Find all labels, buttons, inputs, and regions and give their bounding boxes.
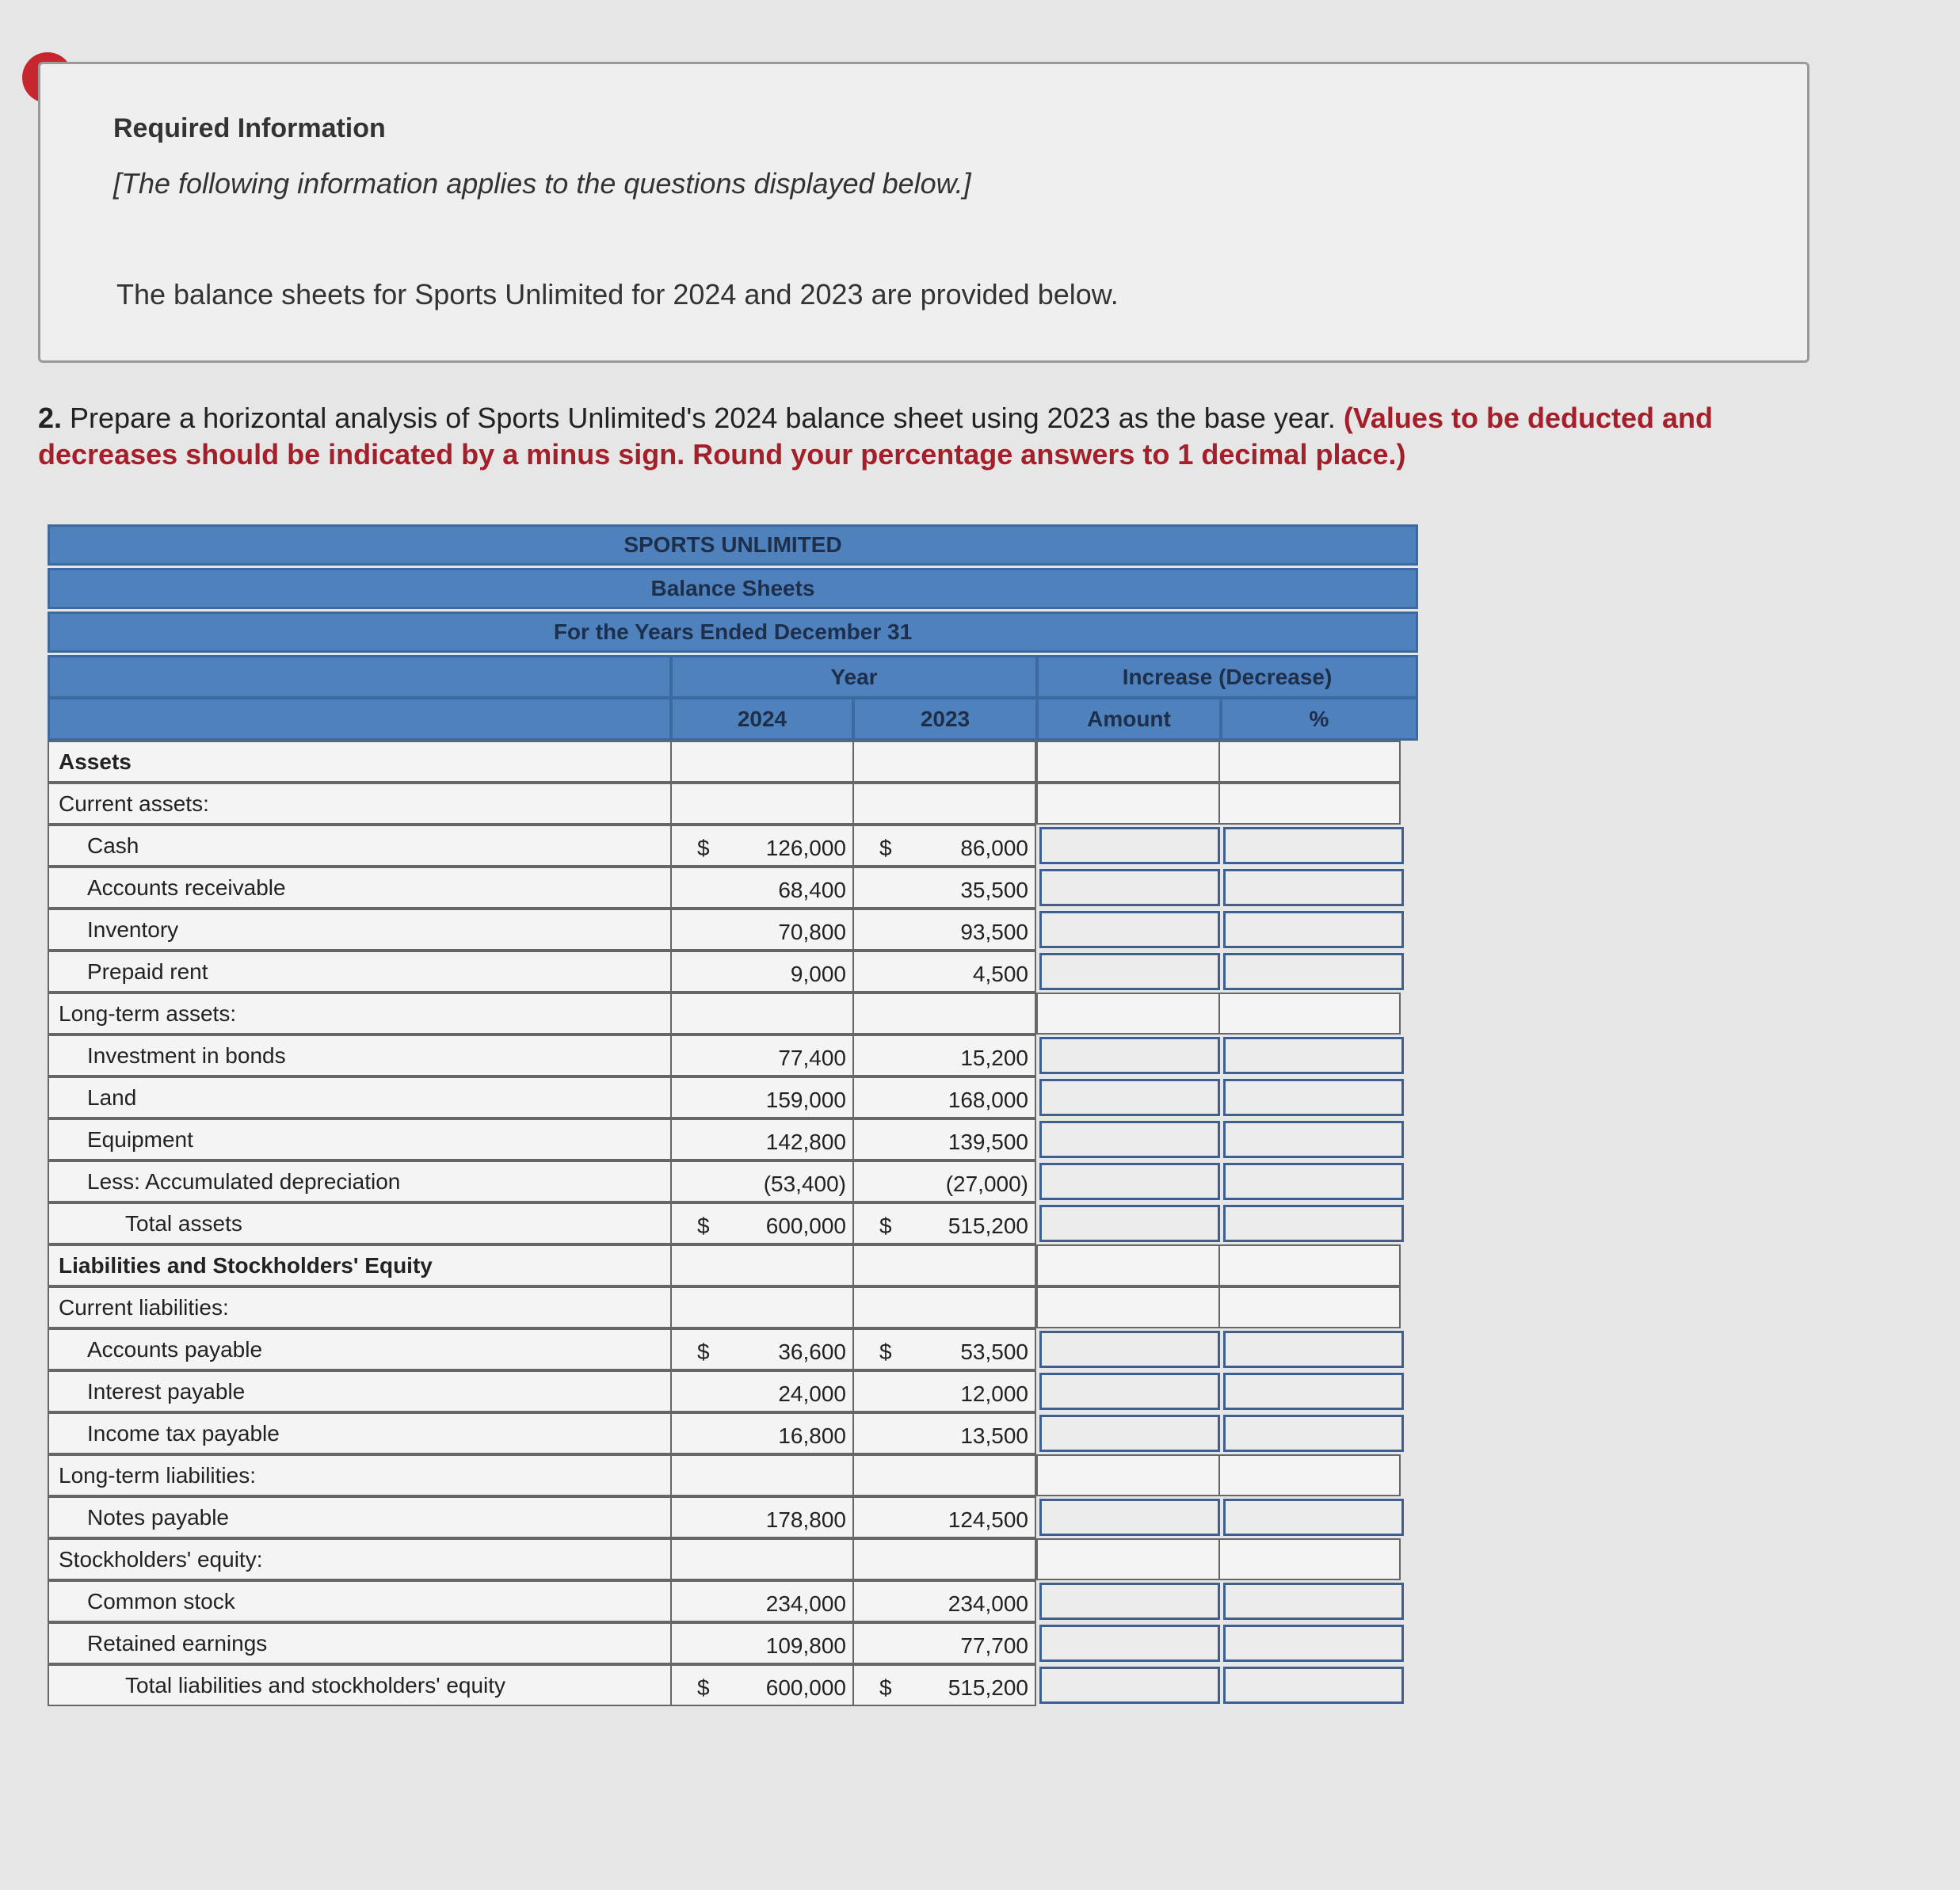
value-2023-cell xyxy=(852,1538,1036,1580)
value-2023: 53,500 xyxy=(960,1339,1028,1364)
value-2023-cell xyxy=(852,1202,1036,1244)
percent-input[interactable] xyxy=(1223,1583,1404,1620)
value-2023-cell xyxy=(852,1244,1036,1286)
row-label: Land xyxy=(48,1076,672,1118)
question-prompt xyxy=(38,400,1813,473)
table-row xyxy=(48,1496,1418,1538)
table-row xyxy=(48,1664,1418,1706)
row-label: Accounts payable xyxy=(48,1328,672,1370)
value-2023: 93,500 xyxy=(960,920,1028,944)
table-row xyxy=(48,1035,1418,1076)
value-2023-cell xyxy=(852,1328,1036,1370)
percent-blank-cell xyxy=(1218,1538,1401,1580)
value-2023: 12,000 xyxy=(960,1381,1028,1406)
percent-input[interactable] xyxy=(1223,953,1404,990)
value-2023: 124,500 xyxy=(948,1507,1028,1532)
percent-input[interactable] xyxy=(1223,1625,1404,1662)
amount-input[interactable] xyxy=(1039,911,1220,948)
amount-input[interactable] xyxy=(1039,1625,1220,1662)
row-label: Income tax payable xyxy=(48,1412,672,1454)
table-row xyxy=(48,1412,1418,1454)
percent-input[interactable] xyxy=(1223,1121,1404,1158)
change-header-label: Increase (Decrease) xyxy=(1122,664,1333,689)
table-row xyxy=(48,1160,1418,1202)
amount-input[interactable] xyxy=(1039,1373,1220,1410)
value-2023-cell xyxy=(852,741,1036,783)
dollar-sign: $ xyxy=(879,1339,892,1364)
value-2023-cell xyxy=(852,867,1036,909)
percent-input[interactable] xyxy=(1223,1079,1404,1116)
value-2024-cell xyxy=(670,1076,854,1118)
table-row xyxy=(48,1076,1418,1118)
amount-input[interactable] xyxy=(1039,953,1220,990)
value-2024-cell xyxy=(670,1370,854,1412)
value-2024-cell xyxy=(670,867,854,909)
value-2024-cell xyxy=(670,825,854,867)
value-2023-cell xyxy=(852,993,1036,1035)
statement-period: For the Years Ended December 31 xyxy=(553,619,913,644)
amount-blank-cell xyxy=(1036,1244,1220,1286)
value-2023-cell xyxy=(852,1370,1036,1412)
value-2023: 15,200 xyxy=(960,1046,1028,1070)
row-label: Stockholders' equity: xyxy=(48,1538,672,1580)
value-2024: 109,800 xyxy=(765,1633,846,1658)
value-2024: 142,800 xyxy=(765,1130,846,1154)
value-2023-cell xyxy=(852,1454,1036,1496)
value-2023: 515,200 xyxy=(948,1675,1028,1700)
col-amount-label: Amount xyxy=(1087,706,1171,731)
amount-blank-cell xyxy=(1036,1538,1220,1580)
value-2024-cell xyxy=(670,1412,854,1454)
value-2024-cell xyxy=(670,909,854,951)
value-2023-cell xyxy=(852,1286,1036,1328)
value-2023: 13,500 xyxy=(960,1423,1028,1448)
question-number: 2. xyxy=(38,402,63,434)
table-row xyxy=(48,1286,1418,1328)
table-row xyxy=(48,867,1418,909)
table-row xyxy=(48,1580,1418,1622)
amount-input[interactable] xyxy=(1039,869,1220,906)
value-2024-cell xyxy=(670,1496,854,1538)
percent-blank-cell xyxy=(1218,1244,1401,1286)
value-2024-cell xyxy=(670,951,854,993)
value-2024-cell xyxy=(670,1035,854,1076)
dollar-sign: $ xyxy=(879,1675,892,1700)
table-row xyxy=(48,1202,1418,1244)
value-2024: 24,000 xyxy=(778,1381,846,1406)
value-2023-cell xyxy=(852,1622,1036,1664)
percent-input[interactable] xyxy=(1223,1163,1404,1200)
table-row xyxy=(48,1622,1418,1664)
value-2024-cell xyxy=(670,741,854,783)
dollar-sign: $ xyxy=(879,1214,892,1238)
row-label: Total liabilities and stockholders' equity xyxy=(48,1664,672,1706)
value-2023-cell xyxy=(852,1076,1036,1118)
percent-input[interactable] xyxy=(1223,1331,1404,1368)
percent-input[interactable] xyxy=(1223,1037,1404,1074)
percent-input[interactable] xyxy=(1223,827,1404,864)
table-row xyxy=(48,909,1418,951)
value-2024-cell xyxy=(670,783,854,825)
percent-input[interactable] xyxy=(1223,911,1404,948)
question-instruction: (Values to be deducted and decreases should be indicated by a minus sign. Round your percentage answers to 1 decimal place.) xyxy=(38,402,1713,471)
percent-input[interactable] xyxy=(1223,1205,1404,1242)
col-pct-header xyxy=(1220,697,1418,741)
percent-input[interactable] xyxy=(1223,1667,1404,1704)
row-label: Notes payable xyxy=(48,1496,672,1538)
row-label: Assets xyxy=(48,741,672,783)
amount-blank-cell xyxy=(1036,741,1220,783)
value-2024: 600,000 xyxy=(765,1675,846,1700)
balance-sheet-table xyxy=(48,524,1418,1708)
value-2023-cell xyxy=(852,1664,1036,1706)
value-2024: 600,000 xyxy=(765,1214,846,1238)
col-2023-header xyxy=(852,697,1038,741)
label-header-blank xyxy=(48,655,672,699)
table-row xyxy=(48,951,1418,993)
amount-blank-cell xyxy=(1036,1454,1220,1496)
value-2024-cell xyxy=(670,1622,854,1664)
row-label: Total assets xyxy=(48,1202,672,1244)
year-header-label: Year xyxy=(830,664,878,689)
value-2024-cell xyxy=(670,1454,854,1496)
table-row xyxy=(48,1244,1418,1286)
value-2023-cell xyxy=(852,1160,1036,1202)
amount-blank-cell xyxy=(1036,783,1220,825)
amount-input[interactable] xyxy=(1039,1079,1220,1116)
company-name: SPORTS UNLIMITED xyxy=(623,532,842,557)
amount-input[interactable] xyxy=(1039,1667,1220,1704)
amount-input[interactable] xyxy=(1039,1121,1220,1158)
value-2024-cell xyxy=(670,1328,854,1370)
change-header xyxy=(1036,655,1418,699)
value-2024: 159,000 xyxy=(765,1088,846,1112)
percent-blank-cell xyxy=(1218,1454,1401,1496)
value-2024: (53,400) xyxy=(763,1172,846,1196)
value-2024-cell xyxy=(670,1244,854,1286)
value-2023-cell xyxy=(852,1035,1036,1076)
table-row xyxy=(48,825,1418,867)
value-2024: 70,800 xyxy=(778,920,846,944)
value-2023-cell xyxy=(852,909,1036,951)
row-label: Inventory xyxy=(48,909,672,951)
label-header-blank-2 xyxy=(48,697,672,741)
row-label: Retained earnings xyxy=(48,1622,672,1664)
value-2024: 9,000 xyxy=(790,962,846,986)
amount-input[interactable] xyxy=(1039,1205,1220,1242)
statement-title: Balance Sheets xyxy=(650,576,815,600)
percent-input[interactable] xyxy=(1223,1415,1404,1452)
table-row xyxy=(48,1370,1418,1412)
table-row xyxy=(48,1328,1418,1370)
value-2023: (27,000) xyxy=(945,1172,1028,1196)
percent-blank-cell xyxy=(1218,741,1401,783)
col-pct-label: % xyxy=(1309,706,1329,731)
value-2024: 16,800 xyxy=(778,1423,846,1448)
dollar-sign: $ xyxy=(879,836,892,860)
amount-input[interactable] xyxy=(1039,1331,1220,1368)
percent-blank-cell xyxy=(1218,783,1401,825)
value-2023: 77,700 xyxy=(960,1633,1028,1658)
col-amount-header xyxy=(1036,697,1222,741)
value-2024-cell xyxy=(670,1202,854,1244)
required-information-box xyxy=(38,62,1809,363)
value-2024: 36,600 xyxy=(778,1339,846,1364)
value-2023: 139,500 xyxy=(948,1130,1028,1154)
value-2023-cell xyxy=(852,825,1036,867)
table-row xyxy=(48,1454,1418,1496)
amount-input[interactable] xyxy=(1039,1415,1220,1452)
value-2024-cell xyxy=(670,1664,854,1706)
percent-input[interactable] xyxy=(1223,1499,1404,1536)
value-2024: 126,000 xyxy=(765,836,846,860)
row-label: Interest payable xyxy=(48,1370,672,1412)
amount-input[interactable] xyxy=(1039,827,1220,864)
value-2023-cell xyxy=(852,1496,1036,1538)
row-label: Accounts receivable xyxy=(48,867,672,909)
value-2024-cell xyxy=(670,1118,854,1160)
row-label: Current liabilities: xyxy=(48,1286,672,1328)
col-2023-label: 2023 xyxy=(920,706,970,731)
value-2023: 4,500 xyxy=(972,962,1028,986)
amount-blank-cell xyxy=(1036,1286,1220,1328)
value-2023: 234,000 xyxy=(948,1591,1028,1616)
value-2024: 68,400 xyxy=(778,878,846,902)
percent-blank-cell xyxy=(1218,1286,1401,1328)
percent-input[interactable] xyxy=(1223,1373,1404,1410)
company-header xyxy=(48,524,1418,566)
table-row xyxy=(48,1118,1418,1160)
value-2023-cell xyxy=(852,1118,1036,1160)
value-2024-cell xyxy=(670,1286,854,1328)
col-2024-header xyxy=(670,697,854,741)
value-2023: 168,000 xyxy=(948,1088,1028,1112)
table-row xyxy=(48,993,1418,1035)
value-2024-cell xyxy=(670,1580,854,1622)
col-2024-label: 2024 xyxy=(737,706,787,731)
percent-input[interactable] xyxy=(1223,869,1404,906)
value-2023: 86,000 xyxy=(960,836,1028,860)
dollar-sign: $ xyxy=(697,836,710,860)
statement-title-header xyxy=(48,568,1418,609)
year-header xyxy=(670,655,1038,699)
dollar-sign: $ xyxy=(697,1675,710,1700)
period-header xyxy=(48,612,1418,653)
table-row xyxy=(48,741,1418,783)
row-label: Investment in bonds xyxy=(48,1035,672,1076)
value-2023: 35,500 xyxy=(960,878,1028,902)
value-2024: 234,000 xyxy=(765,1591,846,1616)
value-2024: 178,800 xyxy=(765,1507,846,1532)
row-label: Equipment xyxy=(48,1118,672,1160)
row-label: Long-term assets: xyxy=(48,993,672,1035)
question-text: Prepare a horizontal analysis of Sports Unlimited's 2024 balance sheet using 2023 as the base year. xyxy=(62,402,1344,434)
value-2023-cell xyxy=(852,1580,1036,1622)
amount-input[interactable] xyxy=(1039,1163,1220,1200)
value-2023-cell xyxy=(852,951,1036,993)
percent-blank-cell xyxy=(1218,993,1401,1035)
table-row xyxy=(48,783,1418,825)
info-text: The balance sheets for Sports Unlimited for 2024 and 2023 are provided below. xyxy=(116,278,1119,311)
value-2023-cell xyxy=(852,783,1036,825)
value-2024-cell xyxy=(670,993,854,1035)
amount-blank-cell xyxy=(1036,993,1220,1035)
value-2023: 515,200 xyxy=(948,1214,1028,1238)
amount-input[interactable] xyxy=(1039,1499,1220,1536)
table-row xyxy=(48,1538,1418,1580)
info-subtitle: [The following information applies to the questions displayed below.] xyxy=(113,167,971,200)
dollar-sign: $ xyxy=(697,1339,710,1364)
row-label: Prepaid rent xyxy=(48,951,672,993)
row-label: Cash xyxy=(48,825,672,867)
row-label: Current assets: xyxy=(48,783,672,825)
value-2023-cell xyxy=(852,1412,1036,1454)
value-2024-cell xyxy=(670,1538,854,1580)
row-label: Liabilities and Stockholders' Equity xyxy=(48,1244,672,1286)
value-2024-cell xyxy=(670,1160,854,1202)
amount-input[interactable] xyxy=(1039,1583,1220,1620)
row-label: Common stock xyxy=(48,1580,672,1622)
row-label: Less: Accumulated depreciation xyxy=(48,1160,672,1202)
info-title: Required Information xyxy=(113,113,386,143)
row-label: Long-term liabilities: xyxy=(48,1454,672,1496)
amount-input[interactable] xyxy=(1039,1037,1220,1074)
value-2024: 77,400 xyxy=(778,1046,846,1070)
dollar-sign: $ xyxy=(697,1214,710,1238)
